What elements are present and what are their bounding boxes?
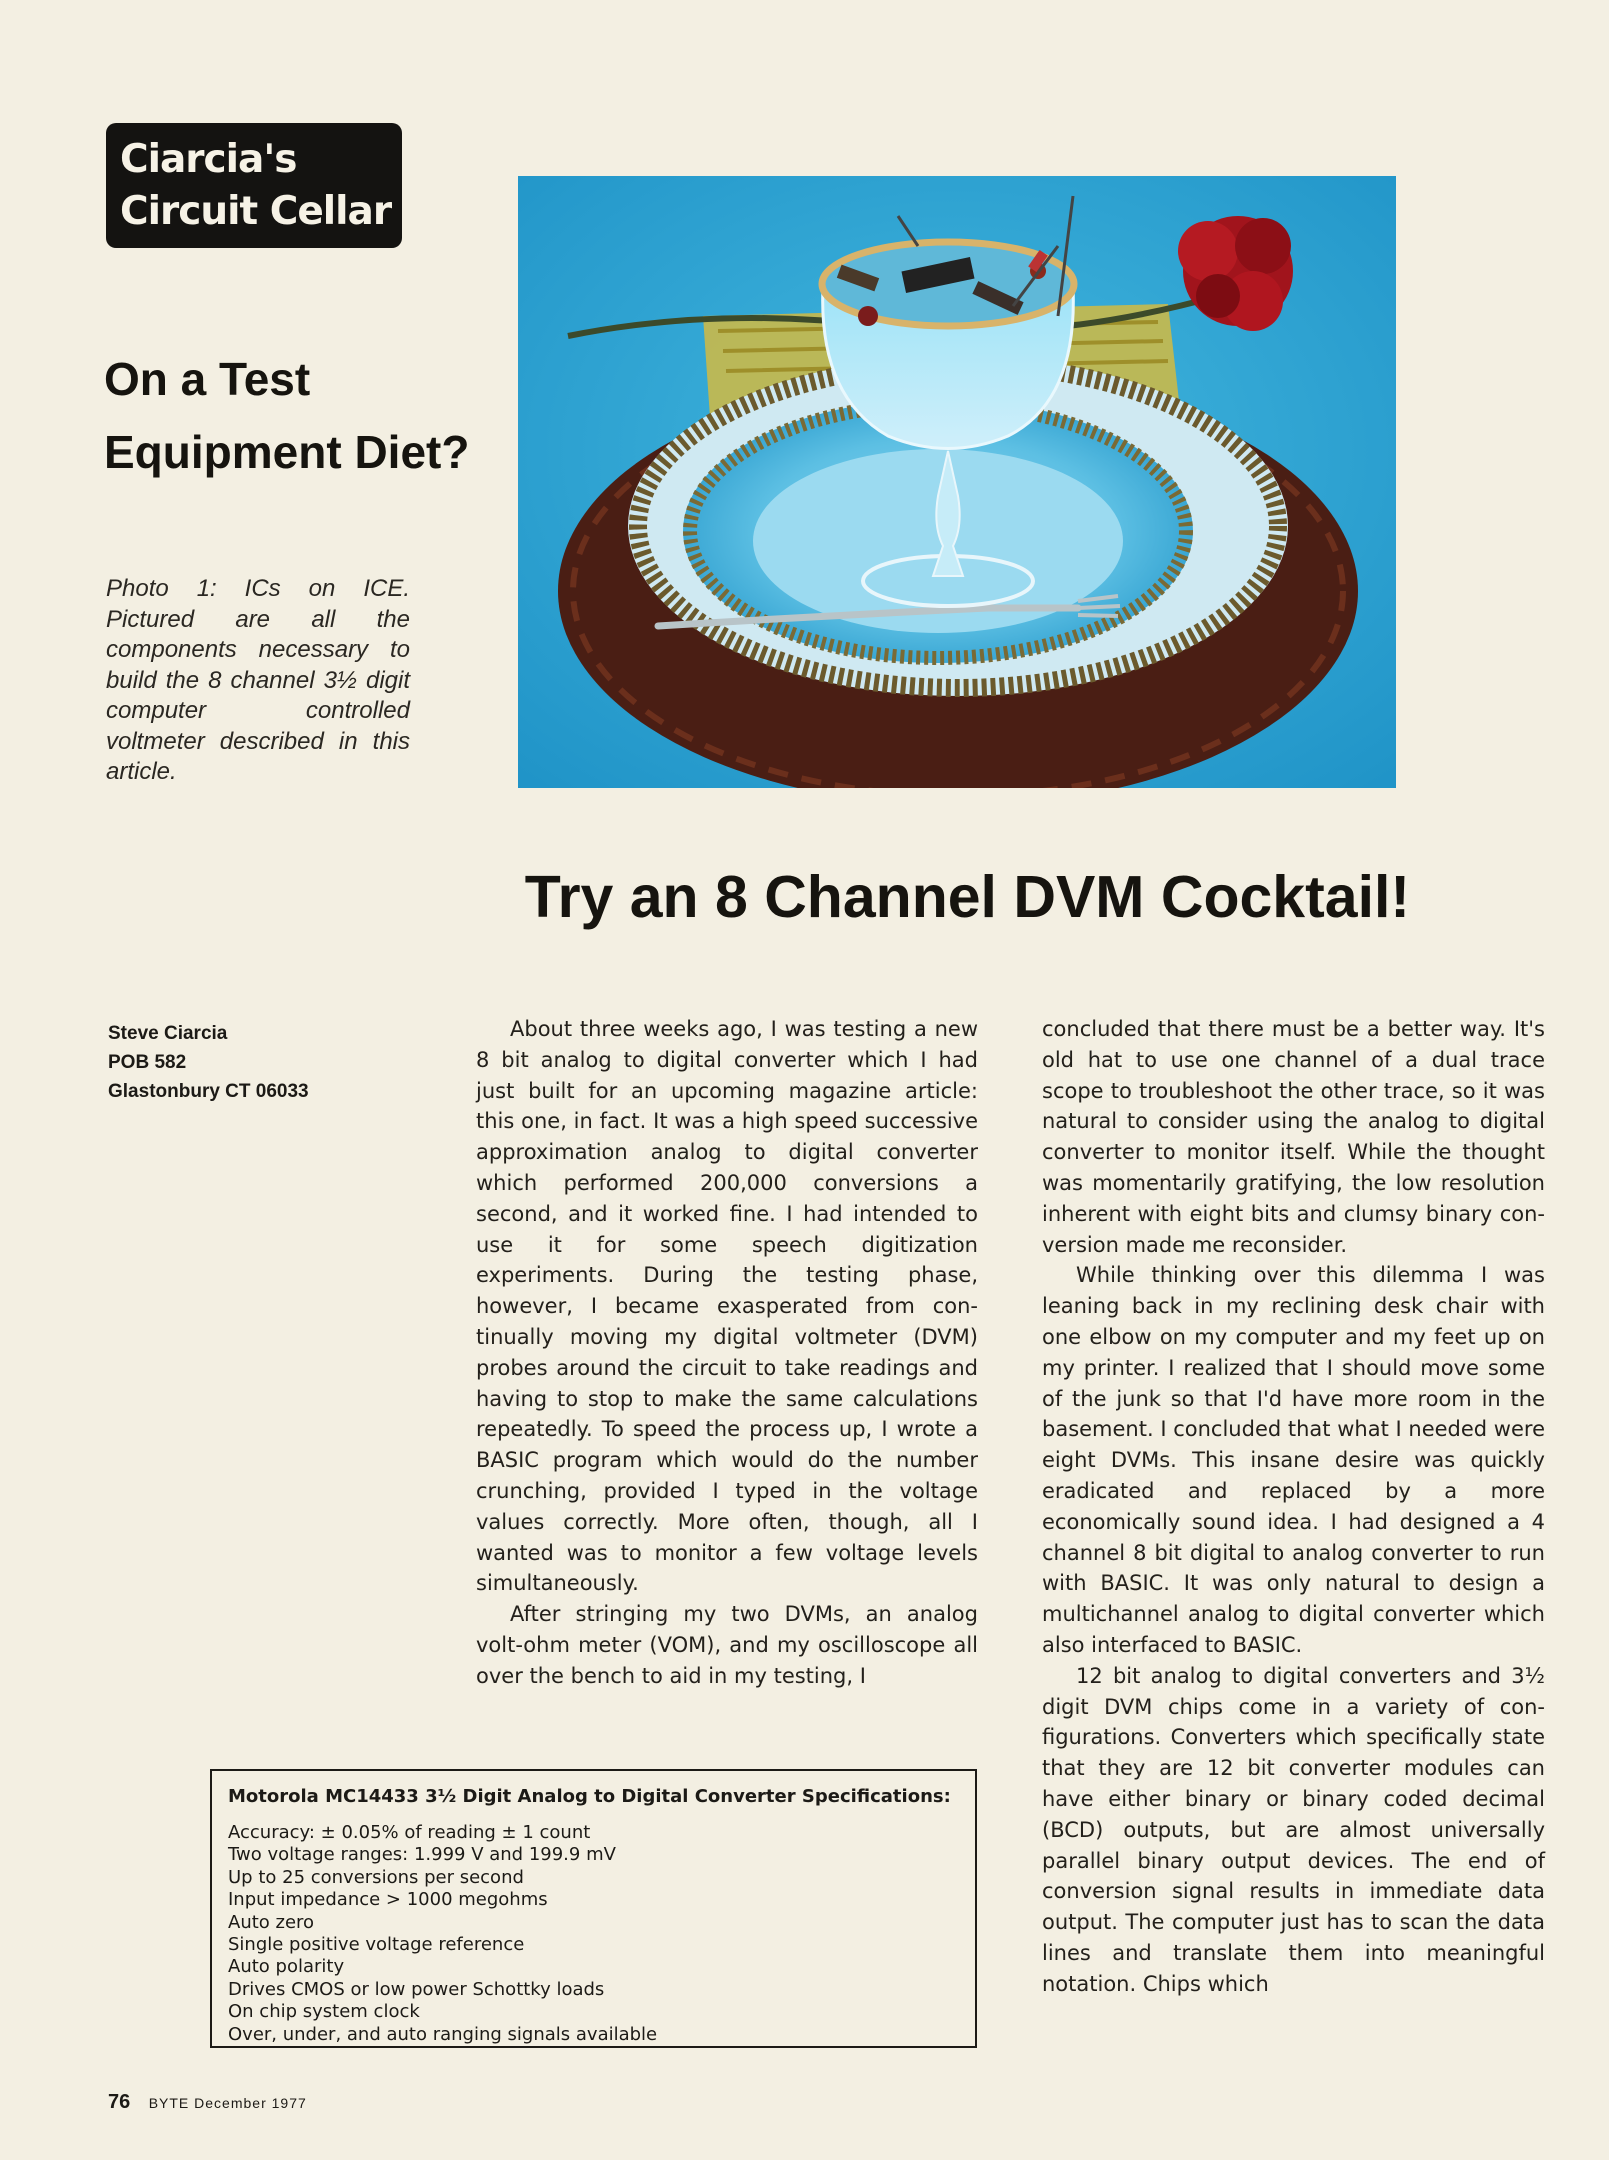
paragraph: After stringing my two DVMs, an analog volt-ohm meter (VOM), and my oscilloscope all over the bench to aid in my testing, I (476, 1602, 978, 1688)
spec-item: On chip system clock (228, 2001, 420, 2023)
photo-caption: Photo 1: ICs on ICE. Pictured are all the components necessary to build the 8 channel 3½ digit computer controlled voltmeter described in this article. (106, 575, 410, 785)
spec-item: Accuracy: ± 0.05% of reading ± 1 count (228, 1822, 591, 1843)
spec-item: Over, under, and auto ranging signals available (228, 2023, 658, 2045)
spec-item: Single positive voltage reference (228, 1934, 525, 1956)
paragraph: While thinking over this dilemma I was leaning back in my reclining desk chair with one elbow on my computer and my feet up on my printer. I realized that I should move some of the junk so that I'd have more room in the basement. I concluded that what I needed were eight DVMs. This insane desire was quickly eradicated and replaced by a more economically sound idea. I had designed a 4 channel 8 bit digital to analog converter to run with BASIC. It was only natural to design a multichannel analog to digital converter which also interfaced to BASIC. (1042, 1263, 1545, 1657)
column-logo-line1: Ciarcia's (120, 137, 297, 182)
publication-info: BYTE December 1977 (148, 2095, 307, 2111)
paragraph: About three weeks ago, I was testing a new 8 bit analog to digital converter which I had just built for an upcoming magazine article: this one, in fact. It was a high speed successive approximation analog to digital converter which performed 200,000 conversions a second, and it worked fine. I had intended to use it for some speech digitization experiments. During the testing phase, however, I became exasperated from continually moving my digital voltmeter (DVM) probes around the circuit to take readings and having to stop to make the same calculations repeatedly. To speed the process up, I wrote a BASIC program which would do the number crunching, provided I typed in the voltage values correctly. More often, though, all I wanted was to monitor a few voltage levels simultaneously. (476, 1017, 978, 1596)
page-footer (108, 2091, 508, 2114)
deck-title (104, 343, 504, 489)
paragraph: concluded that there must be a better way. It's old hat to use one channel of a dual trace scope to troubleshoot the other trace, so it was natural to consider using the analog to digital converter to monitor itself. While the thought was momentarily gratifying, the low resolution inherent with eight bits and clumsy binary conversion made me reconsider. (1042, 1017, 1545, 1257)
author-address-line2: Glastonbury CT 06033 (108, 1081, 309, 1102)
paragraph: 12 bit analog to digital converters and 3½ digit DVM chips come in a variety of configurations. Converters which specifically state that they are 12 bit converter modules can have either binary or binary coded decimal (BCD) outputs, but are almost universally parallel binary output devices. The end of conversion signal results in immediate data output. The computer just has to scan the data lines and translate them into meaningful notation. Chips which (1042, 1663, 1545, 1996)
column-logo (106, 123, 402, 248)
spec-item: Auto polarity (228, 1956, 345, 1978)
author-address-line1: POB 582 (108, 1052, 187, 1073)
spec-item: Auto zero (228, 1911, 315, 1933)
column-logo-line2: Circuit Cellar (120, 189, 392, 234)
specifications-box (210, 1769, 977, 2048)
spec-item: Up to 25 conversions per second (228, 1866, 524, 1888)
body-column-2 (1042, 1014, 1545, 2000)
spec-item: Drives CMOS or low power Schottky loads (228, 1978, 605, 2000)
cocktail-photo (518, 176, 1396, 788)
author-name: Steve Ciarcia (108, 1023, 228, 1044)
specifications-title: Motorola MC14433 3½ Digit Analog to Digital Converter Specifications: (228, 1786, 951, 1807)
body-column-1 (476, 1014, 978, 1692)
spec-item: Input impedance > 1000 megohms (228, 1889, 548, 1911)
page-number: 76 (108, 2091, 131, 2113)
author-byline (108, 1019, 408, 1106)
spec-item: Two voltage ranges: 1.999 V and 199.9 mV (228, 1844, 616, 1866)
deck-line2: Equipment Diet? (104, 426, 470, 478)
article-headline: Try an 8 Channel DVM Cocktail! (524, 864, 1410, 930)
deck-line1: On a Test (104, 353, 311, 405)
